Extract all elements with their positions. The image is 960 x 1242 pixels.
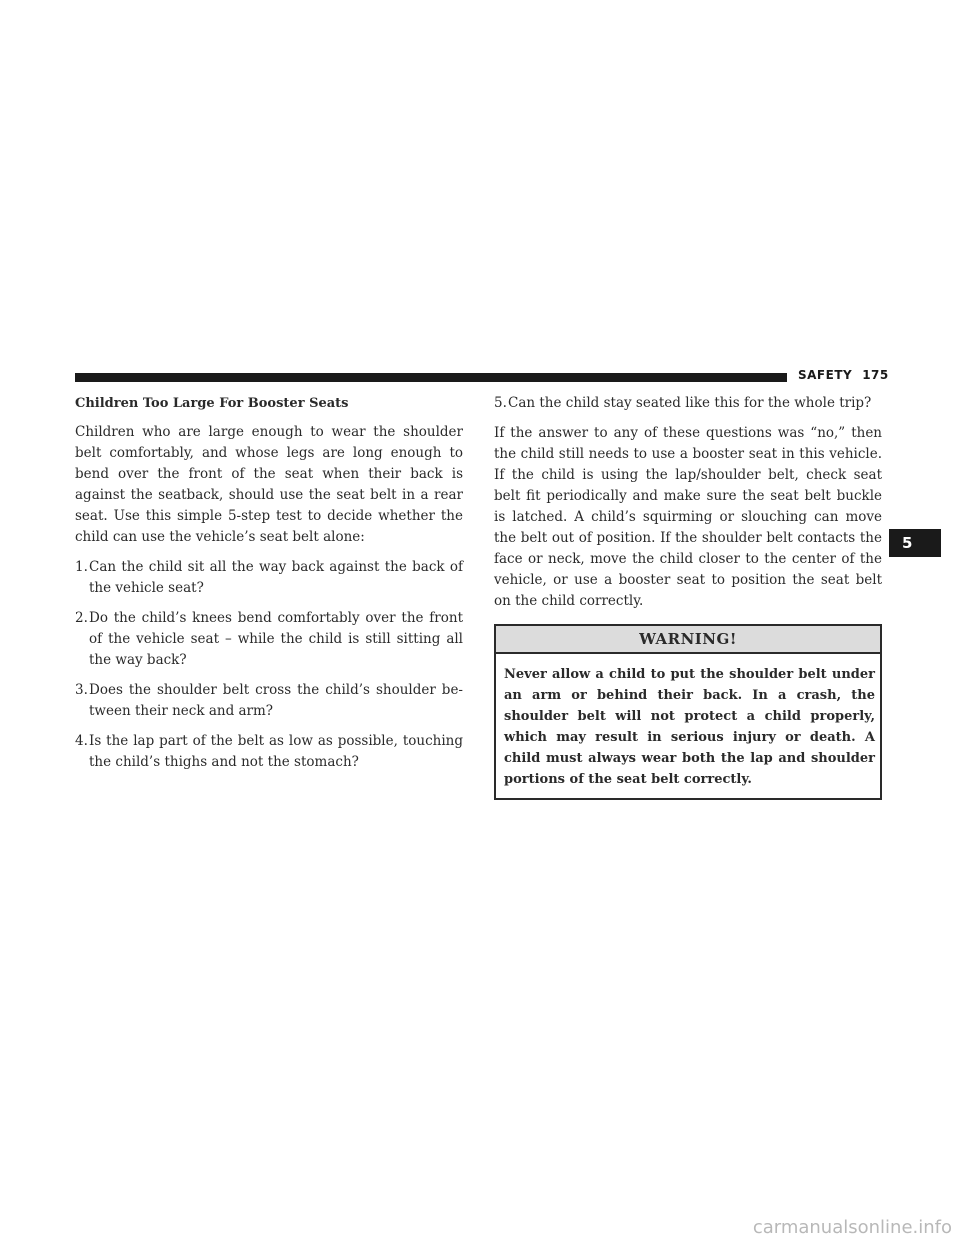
intro-paragraph: Children who are large enough to wear the shoulder belt comfortably, and whose legs are long enough to bend over the front of the seat when their back is against the seatback, should use the seat belt in a rear seat. Use this simple 5-step test to decide whether the child can use the vehicle’s seat belt alone:: [75, 424, 463, 545]
list-number: 5.: [494, 395, 507, 411]
list-item: [75, 680, 463, 722]
warning-body: Never allow a child to put the shoulder belt under an arm or behind their back. In a crash, the shoulder belt will not protect a child properly, which may result in serious injury or death. A child must always wear both the lap and shoulder portions of the seat belt correctly.: [504, 667, 875, 787]
list-item: [75, 731, 463, 773]
running-header: [798, 368, 889, 382]
list-number: 4.: [75, 733, 88, 749]
list-text: Do the child’s knees bend comfortably over the front of the vehicle seat – while the child is still sitting all the way back?: [89, 610, 463, 668]
warning-box: [494, 624, 882, 800]
list-number: 3.: [75, 682, 88, 698]
list-item: [75, 608, 463, 671]
warning-title: WARNING!: [496, 626, 880, 654]
list-text: Can the child stay seated like this for the whole trip?: [508, 395, 872, 411]
section-label: SAFETY: [798, 368, 853, 382]
list-text: Can the child sit all the way back against the back of the vehicle seat?: [89, 559, 463, 596]
chapter-tab: 5: [889, 529, 941, 557]
page-number: 175: [862, 368, 889, 382]
list-item: [494, 393, 882, 414]
watermark: carmanualsonline.info: [752, 1217, 952, 1238]
left-column: [75, 393, 463, 782]
header-rule: [75, 373, 787, 382]
list-text: Does the shoulder belt cross the child’s shoulder be-tween their neck and arm?: [89, 682, 463, 719]
list-item: [75, 557, 463, 599]
section-heading: Children Too Large For Booster Seats: [75, 396, 349, 411]
list-text: Is the lap part of the belt as low as possible, touching the child’s thighs and not the stomach?: [89, 733, 463, 770]
list-number: 1.: [75, 559, 88, 575]
right-column: [494, 393, 882, 800]
body-paragraph: If the answer to any of these questions was “no,” then the child still needs to use a booster seat in this vehicle. If the child is using the lap/shoulder belt, check seat belt fit periodically and make sure the seat belt buckle is latched. A child’s squirming or slouching can move the belt out of position. If the shoulder belt contacts the face or neck, move the child closer to the center of the vehicle, or use a booster seat to position the seat belt on the child correctly.: [494, 425, 882, 609]
list-number: 2.: [75, 610, 88, 626]
